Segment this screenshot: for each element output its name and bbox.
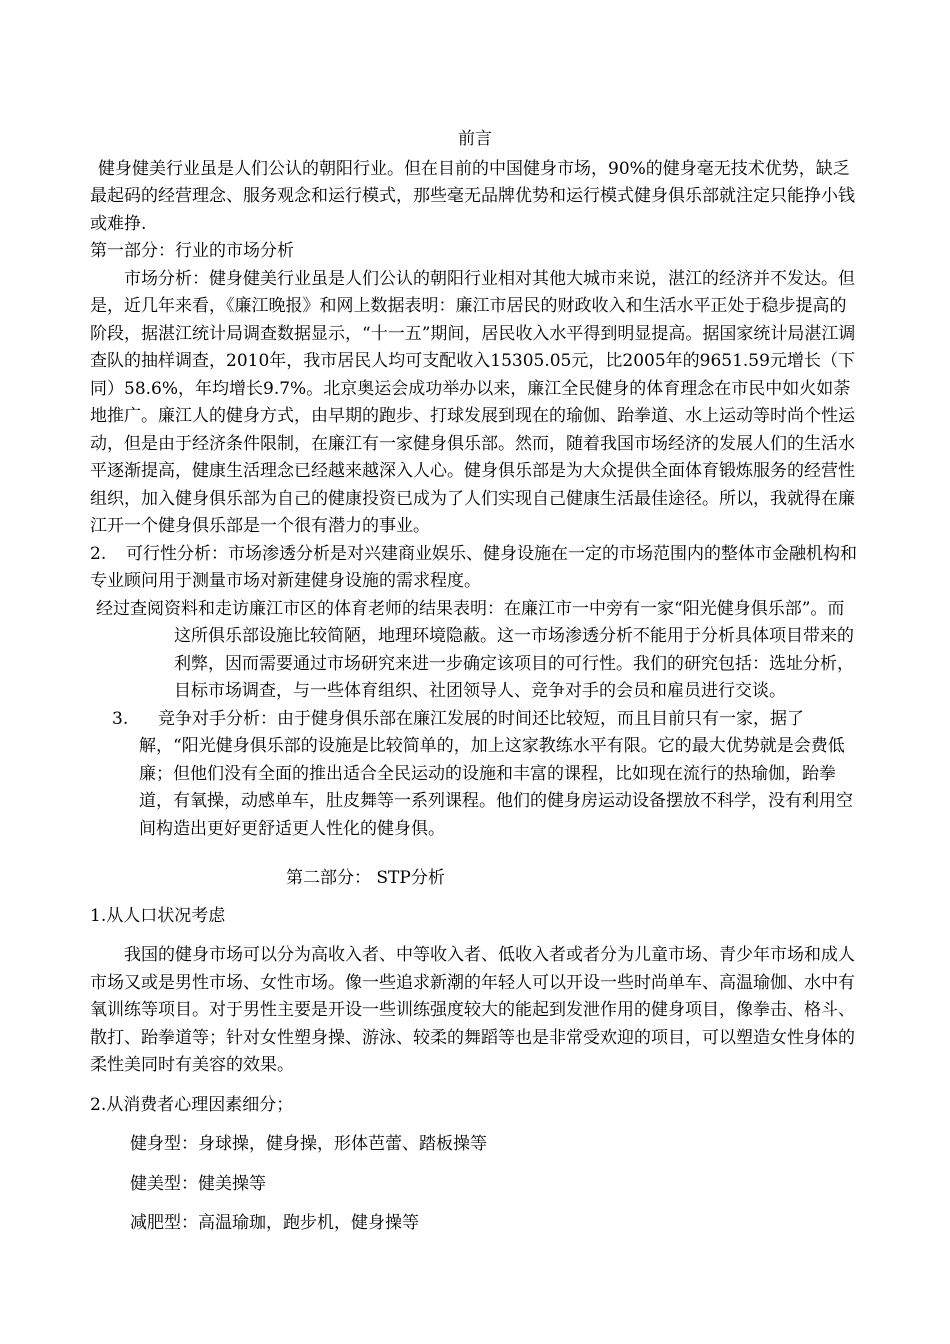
part2-heading: 第二部分： STP分析 [286, 868, 445, 888]
part1-heading: 第一部分：行业的市场分析 [90, 241, 294, 261]
type-item-fitness: 健身型：身球操，健身操，形体芭蕾、踏板操等 [130, 1134, 487, 1154]
market-analysis-paragraph: 市场分析：健身健美行业虽是人们公认的朝阳行业相对其他大城市来说，湛江的经济并不发达。但是，近几年来看，《廉江晚报》和网上数据表明：廉江市居民的财政收入和生活水平正处于稳步提高的阶段，据湛江统计局调查数据显示，“十一五”期间，居民收入水平得到明显提高。据国家统计局湛江调查队的抽样调查，2010年，我市居民人均可支配收入15305.05元，比2005年的9651.59元增长（下同）58.6%，年均增长9.7%。北京奥运会成功举办以来，廉江全民健身的体育理念在市民中如火如荼地推广。廉江人的健身方式，由早期的跑步、打球发展到现在的瑜伽、跆拳道、水上运动等时尚个性运动，但是由于经济条件限制，在廉江有一家健身俱乐部。然而，随着我国市场经济的发展人们的生活水平逐渐提高，健康生活理念已经越来越深入人心。健身俱乐部是为大众提供全面体育锻炼服务的经营性组织，加入健身俱乐部为自己的健康投资已成为了人们实现自己健康生活最佳途径。所以，我就得在廉江开一个健身俱乐部是一个很有潜力的事业。 [90, 268, 856, 536]
type-item-bodybuilding: 健美型：健美操等 [130, 1173, 266, 1194]
item-2-number: 2. [90, 543, 107, 564]
section-1-paragraph: 我国的健身市场可以分为高收入者、中等收入者、低收入者或者分为儿童市场、青少年市场和成人市场又或是男性市场、女性市场。像一些追求新潮的年轻人可以开设一些时尚单车、高温瑜伽、水中有氧训练等项目。对于男性主要是开设一些训练强度较大的能起到发泄作用的健身项目，像拳击、格斗、散打、跆拳道等；针对女性塑身操、游泳、较柔的舞蹈等也是非常受欢迎的项目，可以塑造女性身体的柔性美同时有美容的效果。 [90, 945, 855, 1075]
item-3 [90, 706, 860, 844]
page-title: 前言 [458, 129, 492, 149]
item-2-text: 可行性分析：市场渗透分析是对兴建商业娱乐、健身设施在一定的市场范围内的整体市金融机构和专业顾问用于测量市场对新建健身设施的需求程度。 [90, 543, 857, 591]
item-2 [90, 541, 860, 596]
section-1-heading: 1.从人口状况考虑 [90, 905, 226, 926]
item-3-text: 竞争对手分析：由于健身俱乐部在廉江发展的时间还比较短，而且目前只有一家，据了解，“阳光健身俱乐部的设施是比较简单的，加上这家教练水平有限。它的最大优势就是会费低廉；但他们没有全面的推出适合全民运动的设施和丰富的课程，比如现在流行的热瑜伽，跆拳道，有氧操，动感单车，肚皮舞等一系列课程。他们的健身房运动设备摆放不科学，没有利用空间构造出更好更舒适更人性化的健身俱。 [139, 708, 853, 839]
section-2-heading: 2.从消费者心理因素细分； [90, 1094, 294, 1115]
item-2-continuation: 经过查阅资料和走访廉江市区的体育老师的结果表明：在廉江市一中旁有一家“阳光健身俱乐部”。而这所俱乐部设施比较简陋，地理环境隐蔽。这一市场渗透分析不能用于分析具体项目带来的利弊，因而需要通过市场研究来进一步确定该项目的可行性。我们的研究包括：选址分析，目标市场调查，与一些体育组织、社团领导人、竞争对手的会员和雇员进行交谈。 [96, 598, 854, 701]
intro-paragraph: 健身健美行业虽是人们公认的朝阳行业。但在目前的中国健身市场，90%的健身毫无技术优势，缺乏最起码的经营理念、服务观念和运行模式，那些毫无品牌优势和运行模式健身俱乐部就注定只能挣小钱或难挣. [90, 158, 855, 234]
item-3-number: 3. [112, 708, 129, 729]
type-item-weight-loss: 减肥型：高温瑜珈，跑步机，健身操等 [130, 1213, 419, 1233]
